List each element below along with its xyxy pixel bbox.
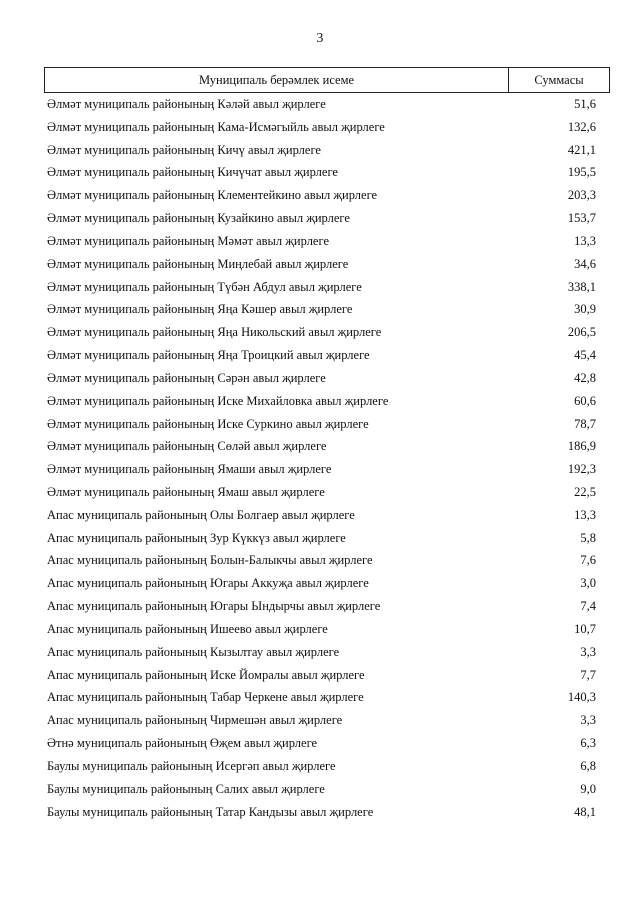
table-row xyxy=(44,321,610,344)
municipality-name: Әлмәт муниципаль районының Клементейкино авыл җирлеге xyxy=(47,188,378,203)
municipality-name: Әлмәт муниципаль районының Кәләй авыл җирлеге xyxy=(47,96,326,111)
municipality-sum: 13,3 xyxy=(574,507,596,522)
municipality-sum: 9,0 xyxy=(580,781,596,796)
table-row xyxy=(44,504,610,527)
municipality-name: Апас муниципаль районының Чирмешән авыл җирлеге xyxy=(47,713,343,728)
municipality-sum: 3,3 xyxy=(580,644,596,659)
municipality-name: Әлмәт муниципаль районының Ямаши авыл җирлеге xyxy=(47,462,332,477)
municipality-name: Апас муниципаль районының Болын-Балыкчы авыл җирлеге xyxy=(47,553,373,568)
table-row xyxy=(44,298,610,321)
municipality-sum: 22,5 xyxy=(574,484,596,499)
municipality-name: Апас муниципаль районының Олы Болгаер авыл җирлеге xyxy=(47,507,355,522)
table-row xyxy=(44,641,610,664)
table-row xyxy=(44,572,610,595)
table-row xyxy=(44,527,610,550)
municipality-sum: 34,6 xyxy=(574,256,596,271)
table-row xyxy=(44,184,610,207)
table-row xyxy=(44,664,610,687)
table-row xyxy=(44,390,610,413)
table-row xyxy=(44,139,610,162)
table-row xyxy=(44,778,610,801)
municipality-sum: 7,4 xyxy=(580,599,596,614)
table-row xyxy=(44,344,610,367)
municipality-sum: 6,8 xyxy=(580,758,596,773)
municipality-name: Әлмәт муниципаль районының Яңа Троицкий авыл җирлеге xyxy=(47,348,370,363)
municipality-sum: 132,6 xyxy=(567,119,596,134)
column-header-name: Муниципаль берәмлек исеме xyxy=(45,68,509,92)
municipality-sum: 7,6 xyxy=(580,553,596,568)
municipality-name: Әлмәт муниципаль районының Яңа Никольский авыл җирлеге xyxy=(47,325,382,340)
municipality-name: Әлмәт муниципаль районының Кичүчат авыл җирлеге xyxy=(47,165,338,180)
municipality-name: Әлмәт муниципаль районының Кичү авыл җирлеге xyxy=(47,142,321,157)
municipality-sum: 206,5 xyxy=(567,325,596,340)
municipality-name: Апас муниципаль районының Югары Ындырчы авыл җирлеге xyxy=(47,599,381,614)
municipality-sum: 42,8 xyxy=(574,370,596,385)
table-row xyxy=(44,367,610,390)
table-row xyxy=(44,116,610,139)
table-row xyxy=(44,458,610,481)
table-row xyxy=(44,550,610,573)
municipality-sum: 60,6 xyxy=(574,393,596,408)
municipality-sum: 192,3 xyxy=(567,462,596,477)
municipality-name: Әтнә муниципаль районының Өҗем авыл җирлеге xyxy=(47,736,318,751)
municipality-sum-table xyxy=(44,67,610,824)
municipality-name: Баулы муниципаль районының Салих авыл җирлеге xyxy=(47,781,325,796)
municipality-name: Әлмәт муниципаль районының Яңа Кәшер авыл җирлеге xyxy=(47,302,353,317)
municipality-sum: 48,1 xyxy=(574,804,596,819)
table-row xyxy=(44,801,610,824)
table-row xyxy=(44,595,610,618)
municipality-sum: 51,6 xyxy=(574,96,596,111)
municipality-name: Баулы муниципаль районының Татар Кандызы авыл җирлеге xyxy=(47,804,374,819)
municipality-sum: 140,3 xyxy=(567,690,596,705)
municipality-name: Апас муниципаль районының Югары Аккуҗа авыл җирлеге xyxy=(47,576,369,591)
table-row xyxy=(44,413,610,436)
municipality-sum: 421,1 xyxy=(567,142,596,157)
municipality-sum: 45,4 xyxy=(574,348,596,363)
municipality-name: Әлмәт муниципаль районының Иске Суркино авыл җирлеге xyxy=(47,416,369,431)
table-header xyxy=(44,67,610,93)
municipality-sum: 195,5 xyxy=(567,165,596,180)
table-row xyxy=(44,230,610,253)
municipality-sum: 6,3 xyxy=(580,736,596,751)
table-row xyxy=(44,276,610,299)
table-row xyxy=(44,207,610,230)
municipality-name: Апас муниципаль районының Ишеево авыл җирлеге xyxy=(47,621,328,636)
table-row xyxy=(44,709,610,732)
municipality-name: Апас муниципаль районының Иске Йомралы авыл җирлеге xyxy=(47,667,365,682)
municipality-name: Әлмәт муниципаль районының Мәмәт авыл җирлеге xyxy=(47,233,329,248)
municipality-sum: 30,9 xyxy=(574,302,596,317)
table-row xyxy=(44,93,610,116)
municipality-name: Әлмәт муниципаль районының Миңлебай авыл җирлеге xyxy=(47,256,349,271)
table-row xyxy=(44,435,610,458)
table-row xyxy=(44,481,610,504)
table-row xyxy=(44,253,610,276)
municipality-name: Әлмәт муниципаль районының Түбән Абдул авыл җирлеге xyxy=(47,279,362,294)
table-row xyxy=(44,618,610,641)
municipality-sum: 186,9 xyxy=(567,439,596,454)
municipality-name: Әлмәт муниципаль районының Иске Михайловка авыл җирлеге xyxy=(47,393,389,408)
municipality-sum: 3,3 xyxy=(580,713,596,728)
municipality-name: Апас муниципаль районының Кызылтау авыл җирлеге xyxy=(47,644,340,659)
column-header-sum: Суммасы xyxy=(534,73,584,87)
municipality-name: Әлмәт муниципаль районының Ямаш авыл җирлеге xyxy=(47,484,325,499)
table-body xyxy=(44,93,610,824)
municipality-name: Әлмәт муниципаль районының Кузайкино авыл җирлеге xyxy=(47,211,350,226)
municipality-sum: 7,7 xyxy=(580,667,596,682)
page-number: 3 xyxy=(316,31,324,46)
municipality-sum: 338,1 xyxy=(567,279,596,294)
municipality-sum: 153,7 xyxy=(567,211,596,226)
table-row xyxy=(44,687,610,710)
municipality-name: Әлмәт муниципаль районының Кама-Исмәгыйль авыл җирлеге xyxy=(47,119,385,134)
table-row xyxy=(44,161,610,184)
municipality-name: Әлмәт муниципаль районының Сәрән авыл җирлеге xyxy=(47,370,326,385)
municipality-name: Баулы муниципаль районының Исергәп авыл җирлеге xyxy=(47,758,336,773)
municipality-name: Апас муниципаль районының Зур Күккүз авыл җирлеге xyxy=(47,530,346,545)
municipality-sum: 203,3 xyxy=(567,188,596,203)
municipality-sum: 10,7 xyxy=(574,621,596,636)
municipality-name: Әлмәт муниципаль районының Сөләй авыл җирлеге xyxy=(47,439,327,454)
municipality-name: Апас муниципаль районының Табар Черкене авыл җирлеге xyxy=(47,690,364,705)
municipality-sum: 3,0 xyxy=(580,576,596,591)
municipality-sum: 5,8 xyxy=(580,530,596,545)
municipality-sum: 78,7 xyxy=(574,416,596,431)
table-row xyxy=(44,732,610,755)
table-row xyxy=(44,755,610,778)
municipality-sum: 13,3 xyxy=(574,233,596,248)
